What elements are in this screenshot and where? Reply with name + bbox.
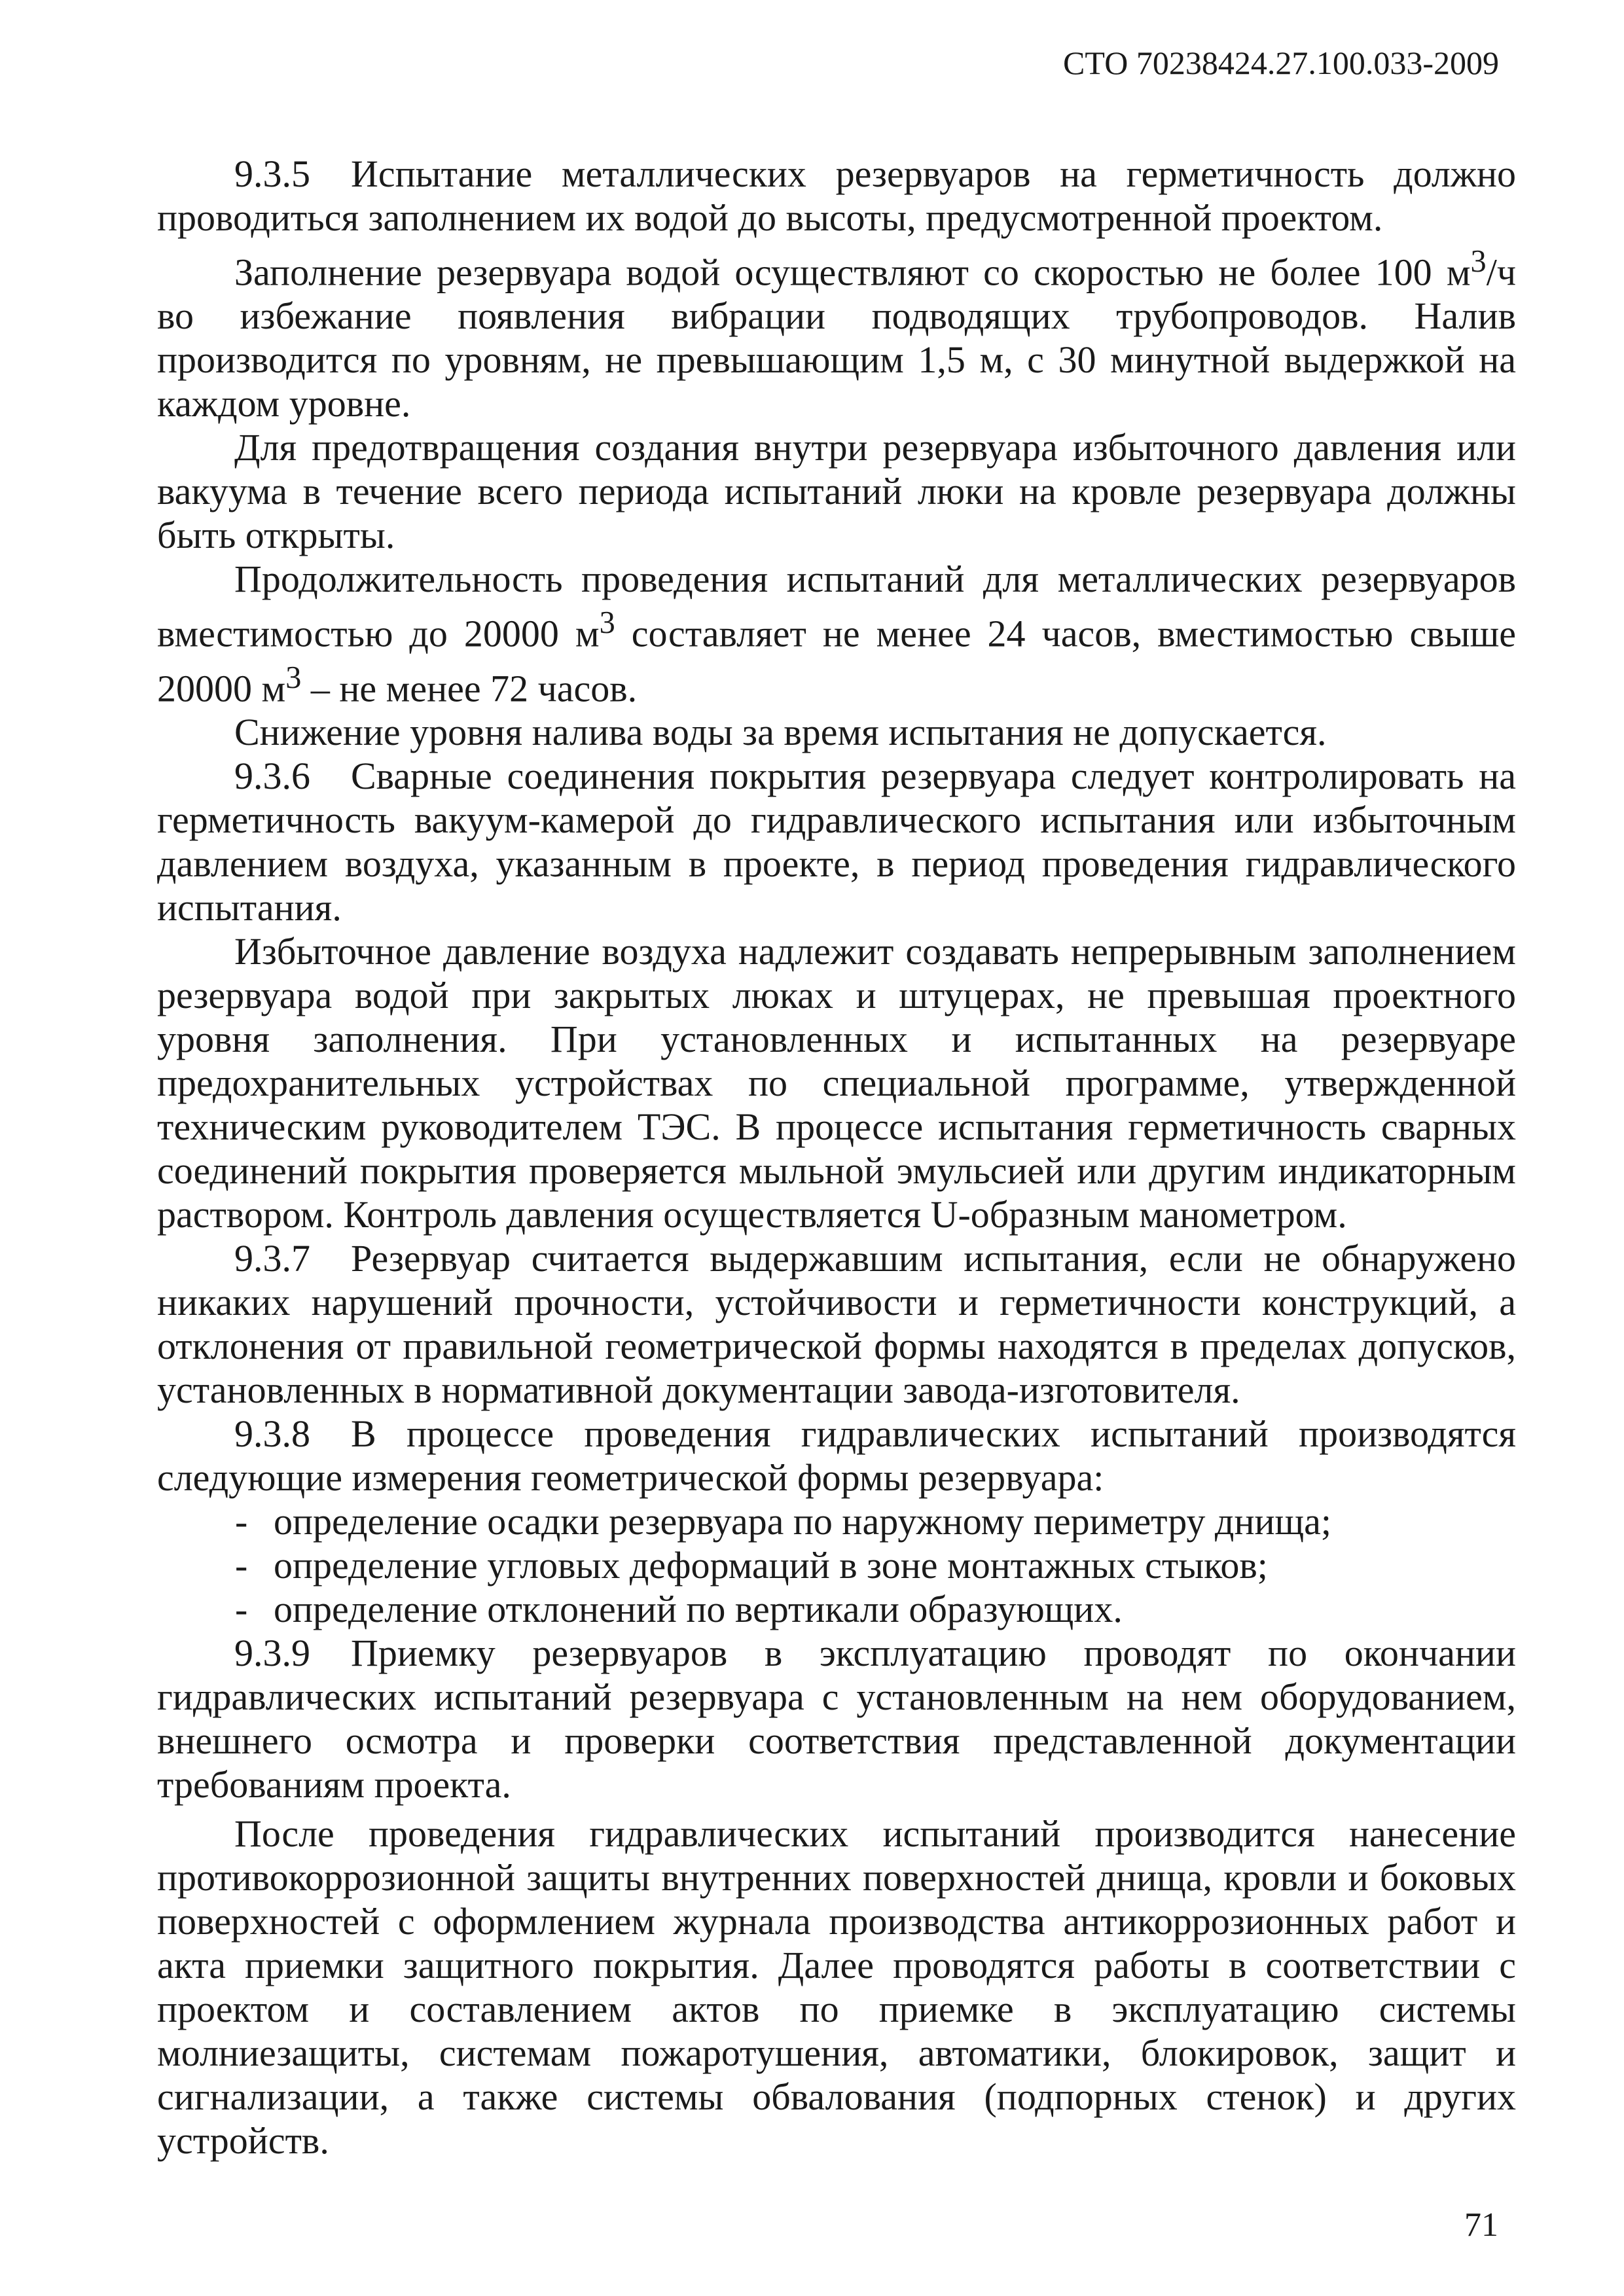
list-item bbox=[157, 1543, 1516, 1587]
list-dash: - bbox=[235, 1587, 248, 1630]
superscript: 3 bbox=[285, 660, 302, 695]
list-dash: - bbox=[235, 1543, 248, 1587]
list-item bbox=[157, 1587, 1516, 1631]
clause-number: 9.3.9 bbox=[234, 1631, 310, 1674]
clause-text: Резервуар считается выдержавшим испытания, если не обнаружено никаких нарушений прочности, устойчивости и герметичности конструкций, а отклонения от правильной геометрической формы находятся в пределах допусков, установленных в нормативной документации завода-изготовителя. bbox=[157, 1236, 1516, 1411]
clause-text: В процессе проведения гидравлических испытаний производятся следующие измерения геометрической формы резервуара: bbox=[157, 1412, 1516, 1499]
paragraph-hatches-open: Для предотвращения создания внутри резервуара избыточного давления или вакуума в течение всего периода испытаний люки на кровле резервуара должны быть открыты. bbox=[157, 426, 1516, 557]
clause-text: Испытание металлических резервуаров на герметичность должно проводиться заполнением их водой до высоты, предусмотренной проектом. bbox=[157, 152, 1516, 239]
clause-9-3-9 bbox=[157, 1631, 1516, 1806]
list-item bbox=[157, 1499, 1516, 1543]
paragraph-air-pressure: Избыточное давление воздуха надлежит создавать непрерывным заполнением резервуара водой при закрытых люках и штуцерах, не превышая проектного уровня заполнения. При установленных и испытанных на резервуаре предохранительных устройствах по специальной программе, утвержденной техническим руководителем ТЭС. В процессе испытания герметичность сварных соединений покрытия проверяется мыльной эмульсией или другим индикаторным раствором. Контроль давления осуществляется U-образным манометром. bbox=[157, 929, 1516, 1236]
paragraph-test-duration bbox=[157, 557, 1516, 710]
superscript: 3 bbox=[1470, 244, 1487, 279]
clause-9-3-5 bbox=[157, 152, 1516, 240]
superscript: 3 bbox=[599, 605, 615, 641]
measurement-list bbox=[157, 1499, 1516, 1631]
list-dash: - bbox=[235, 1499, 248, 1543]
paragraph-level-drop: Снижение уровня налива воды за время испытания не допускается. bbox=[234, 710, 1327, 753]
paragraph-text-part: Продолжительность проведения испытаний для металлических резервуаров вместимостью до 20000 м bbox=[157, 558, 1516, 655]
body-text bbox=[157, 152, 1516, 2162]
clause-number: 9.3.6 bbox=[234, 754, 310, 797]
clause-9-3-6 bbox=[157, 754, 1516, 929]
paragraph-text-part: составляет не менее 24 часов, вместимостью свыше 20000 м bbox=[157, 612, 1516, 709]
clause-text: Сварные соединения покрытия резервуара следует контролировать на герметичность вакуум-камерой до гидравлического испытания или избыточным давлением воздуха, указанным в проекте, в период проведения гидравлического испытания. bbox=[157, 754, 1516, 929]
page-number: 71 bbox=[1464, 2206, 1498, 2244]
paragraph-text-part: Заполнение резервуара водой осуществляют со скоростью не более 100 м bbox=[234, 251, 1471, 294]
paragraph-text-part: – не менее 72 часов. bbox=[301, 666, 638, 709]
clause-text: Приемку резервуаров в эксплуатацию проводят по окончании гидравлических испытаний резервуара с установленным на нем оборудованием, внешнего осмотра и проверки соответствия представленной документации требованиям проекта. bbox=[157, 1631, 1516, 1806]
document-code: СТО 70238424.27.100.033-2009 bbox=[1063, 45, 1499, 81]
clause-number: 9.3.7 bbox=[234, 1236, 310, 1280]
paragraph-fill-rate bbox=[157, 240, 1516, 425]
clause-number: 9.3.8 bbox=[234, 1412, 310, 1455]
paragraph-text-part: /ч во избежание появления вибрации подводящих трубопроводов. Налив производится по уровням, не превышающим 1,5 м, с 30 минутной выдержкой на каждом уровне. bbox=[157, 251, 1516, 425]
paragraph-anticorrosion: После проведения гидравлических испытаний производится нанесение противокоррозионной защиты внутренних поверхностей днища, кровли и боковых поверхностей с оформлением журнала производства антикоррозионных работ и акта приемки защитного покрытия. Далее проводятся работы в соответствии с проектом и составлением актов по приемке в эксплуатацию системы молниезащиты, системам пожаротушения, автоматики, блокировок, защит и сигнализации, а также системы обвалования (подпорных стенок) и других устройств. bbox=[157, 1812, 1516, 2162]
list-item-text: определение осадки резервуара по наружному периметру днища; bbox=[274, 1499, 1332, 1543]
clause-9-3-7 bbox=[157, 1236, 1516, 1412]
clause-9-3-8 bbox=[157, 1412, 1516, 1499]
list-item-text: определение отклонений по вертикали образующих. bbox=[274, 1587, 1123, 1630]
clause-number: 9.3.5 bbox=[234, 152, 310, 195]
list-item-text: определение угловых деформаций в зоне монтажных стыков; bbox=[274, 1543, 1268, 1587]
